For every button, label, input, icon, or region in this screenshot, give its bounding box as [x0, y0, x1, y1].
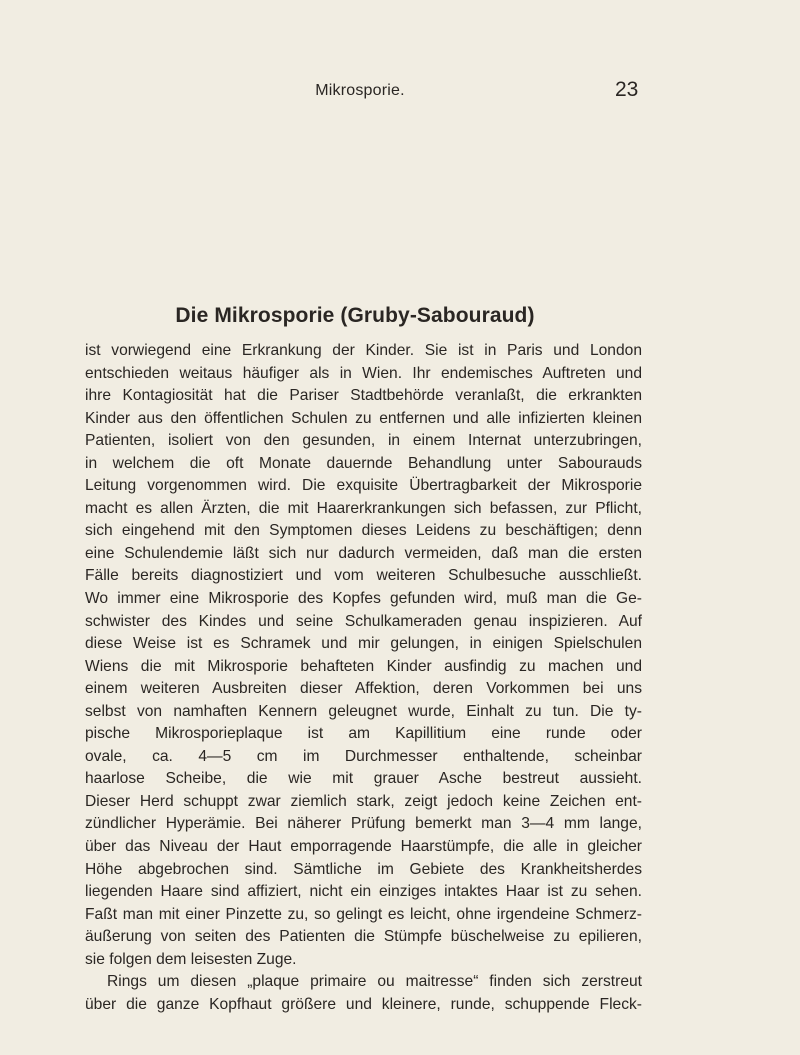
page-number: 23: [615, 78, 639, 101]
running-head: [0, 78, 800, 102]
text-line: Dieser Herd schuppt zwar ziemlich stark, zeigt jedoch keine Zeichen ent-: [85, 792, 642, 810]
text-line: pische Mikrosporieplaque ist am Kapillitium eine runde oder: [85, 725, 642, 743]
text-line: Faßt man mit einer Pinzette zu, so gelingt es leicht, ohne irgendeine Schmerz-: [85, 905, 642, 923]
running-title: Mikrosporie.: [315, 82, 405, 99]
text-line: sie folgen dem leisesten Zuge.: [85, 950, 297, 968]
text-line: Kinder aus den öffentlichen Schulen zu entfernen und alle infizierten kleinen: [85, 409, 642, 427]
text-line: äußerung von seiten des Patienten die Stümpfe büschelweise zu epilieren,: [85, 928, 642, 946]
text-line: diese Weise ist es Schramek und mir gelungen, in einigen Spielschulen: [85, 635, 642, 653]
text-line: entschieden weitaus häufiger als in Wien. Ihr endemisches Auftreten und: [85, 364, 642, 382]
text-line: zündlicher Hyperämie. Bei näherer Prüfung bemerkt man 3—4 mm lange,: [85, 815, 642, 833]
text-line: Wo immer eine Mikrosporie des Kopfes gefunden wird, muß man die Ge-: [85, 590, 642, 608]
text-line: über die ganze Kopfhaut größere und kleinere, runde, schuppende Fleck-: [85, 995, 642, 1013]
text-line: ovale, ca. 4—5 cm im Durchmesser enthaltende, scheinbar: [85, 747, 642, 765]
text-line: haarlose Scheibe, die wie mit grauer Asche bestreut aussieht.: [85, 770, 642, 788]
text-line: Rings um diesen „plaque primaire ou maitresse“ finden sich zerstreut: [107, 973, 642, 991]
text-line: über das Niveau der Haut emporragende Haarstümpfe, die alle in gleicher: [85, 838, 642, 856]
text-line: selbst von namhaften Kennern geleugnet wurde, Einhalt zu tun. Die ty-: [85, 702, 642, 720]
text-line: Wiens die mit Mikrosporie behafteten Kinder ausfindig zu machen und: [85, 657, 642, 675]
text-line: ihre Kontagiosität hat die Pariser Stadtbehörde veranlaßt, die erkrankten: [85, 387, 642, 405]
text-line: sich eingehend mit den Symptomen dieses Leidens zu beschäftigen; denn: [85, 522, 642, 540]
text-line: Höhe abgebrochen sind. Sämtliche im Gebiete des Krankheitsherdes: [85, 860, 642, 878]
text-line: liegenden Haare sind affiziert, nicht ein einziges intaktes Haar ist zu sehen.: [85, 883, 642, 901]
text-line: schwister des Kindes und seine Schulkameraden genau inspizieren. Auf: [85, 612, 642, 630]
text-line: ist vorwiegend eine Erkrankung der Kinder. Sie ist in Paris und London: [85, 342, 642, 359]
text-line: in welchem die oft Monate dauernde Behandlung unter Sabourauds: [85, 454, 642, 472]
text-line: Patienten, isoliert von den gesunden, in einem Internat unterzubringen,: [85, 432, 642, 450]
text-line: eine Schulendemie läßt sich nur dadurch vermeiden, daß man die ersten: [85, 544, 642, 562]
chapter-heading: Die Mikrosporie (Gruby-Sabouraud): [175, 304, 535, 327]
text-line: macht es allen Ärzten, die mit Haarerkrankungen sich befassen, zur Pflicht,: [85, 499, 642, 517]
text-line: Leitung vorgenommen wird. Die exquisite Übertragbarkeit der Mikrosporie: [85, 477, 642, 495]
text-line: Fälle bereits diagnostiziert und vom weiteren Schulbesuche ausschließt.: [85, 567, 642, 585]
text-line: einem weiteren Ausbreiten dieser Affektion, deren Vorkommen bei uns: [85, 680, 642, 698]
body-text: [85, 340, 642, 1016]
